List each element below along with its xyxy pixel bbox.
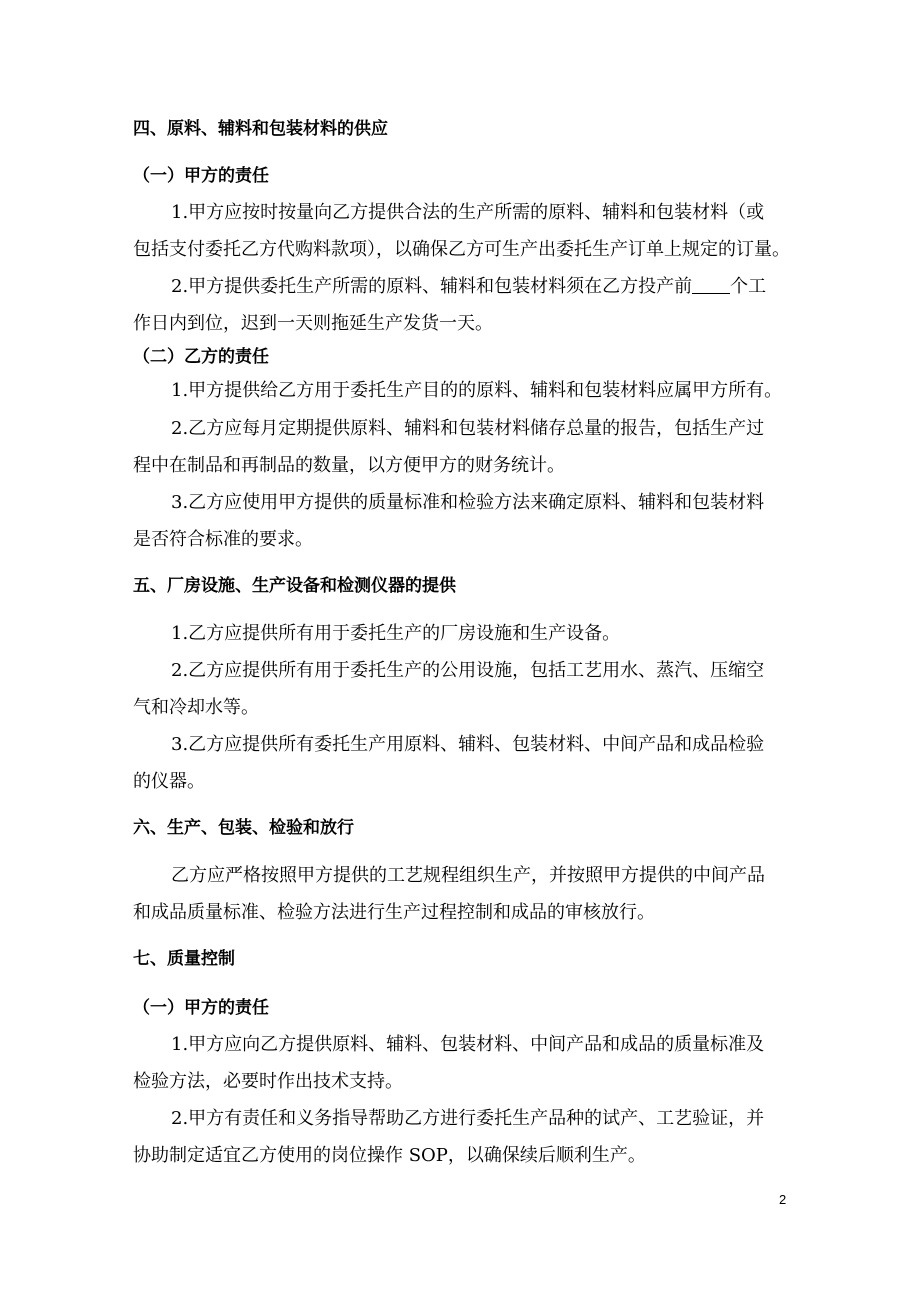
paragraph [133, 1100, 764, 1174]
paragraph [133, 1026, 764, 1100]
paragraph-line: 1.甲方提供给乙方用于委托生产目的的原料、辅料和包装材料应属甲方所有。 [171, 380, 783, 401]
section-heading: 五、厂房设施、生产设备和检测仪器的提供 [133, 576, 456, 596]
paragraph-line [133, 268, 766, 305]
paragraph-line: 2.甲方有责任和义务指导帮助乙方进行委托生产品种的试产、工艺验证，并 [171, 1108, 765, 1129]
subsection-heading: （一）甲方的责任 [133, 998, 269, 1018]
paragraph [133, 372, 782, 409]
paragraph-line: 3.乙方应使用甲方提供的质量标准和检验方法来确定原料、辅料和包装材料 [171, 492, 765, 513]
paragraph [133, 726, 764, 800]
paragraph-line: 气和冷却水等。 [133, 697, 259, 718]
paragraph [133, 268, 766, 342]
paragraph-line: 2.乙方应提供所有用于委托生产的公用设施，包括工艺用水、蒸汽、压缩空 [171, 660, 765, 681]
paragraph [133, 194, 790, 268]
paragraph-line: 协助制定适宜乙方使用的岗位操作 SOP，以确保续后顺利生产。 [133, 1145, 646, 1166]
paragraph-line: 包括支付委托乙方代购料款项），以确保乙方可生产出委托生产订单上规定的订量。 [133, 239, 790, 260]
paragraph [133, 857, 765, 931]
section-heading: 四、原料、辅料和包装材料的供应 [133, 119, 388, 139]
page-number: 2 [779, 1192, 787, 1207]
paragraph-line: 3.乙方应提供所有委托生产用原料、辅料、包装材料、中间产品和成品检验 [171, 734, 765, 755]
section-heading: 七、质量控制 [133, 949, 235, 969]
paragraph-line: 程中在制品和再制品的数量，以方便甲方的财务统计。 [133, 455, 565, 476]
paragraph-line: 1.甲方应按时按量向乙方提供合法的生产所需的原料、辅料和包装材料（或 [171, 202, 765, 223]
paragraph [133, 484, 764, 558]
paragraph [133, 652, 764, 726]
fill-in-blank [692, 275, 730, 294]
paragraph-line: 乙方应严格按照甲方提供的工艺规程组织生产，并按照甲方提供的中间产品 [171, 865, 765, 886]
paragraph-line: 的仪器。 [133, 771, 205, 792]
text-segment: 2.甲方提供委托生产所需的原料、辅料和包装材料须在乙方投产前 [171, 276, 693, 297]
section-heading: 六、生产、包装、检验和放行 [133, 818, 354, 838]
text-segment: 个工 [730, 276, 767, 297]
paragraph-line: 作日内到位，迟到一天则拖延生产发货一天。 [133, 313, 493, 334]
paragraph-line: 1.甲方应向乙方提供原料、辅料、包装材料、中间产品和成品的质量标准及 [171, 1034, 765, 1055]
subsection-heading: （二）乙方的责任 [133, 347, 269, 367]
paragraph [133, 410, 764, 484]
subsection-heading: （一）甲方的责任 [133, 166, 269, 186]
paragraph-line: 2.乙方应每月定期提供原料、辅料和包装材料储存总量的报告，包括生产过 [171, 418, 765, 439]
paragraph-line: 和成品质量标准、检验方法进行生产过程控制和成品的审核放行。 [133, 902, 655, 923]
paragraph-line: 是否符合标准的要求。 [133, 529, 313, 550]
paragraph-line: 1.乙方应提供所有用于委托生产的厂房设施和生产设备。 [171, 623, 621, 644]
paragraph-line: 检验方法，必要时作出技术支持。 [133, 1071, 403, 1092]
paragraph [133, 615, 620, 652]
